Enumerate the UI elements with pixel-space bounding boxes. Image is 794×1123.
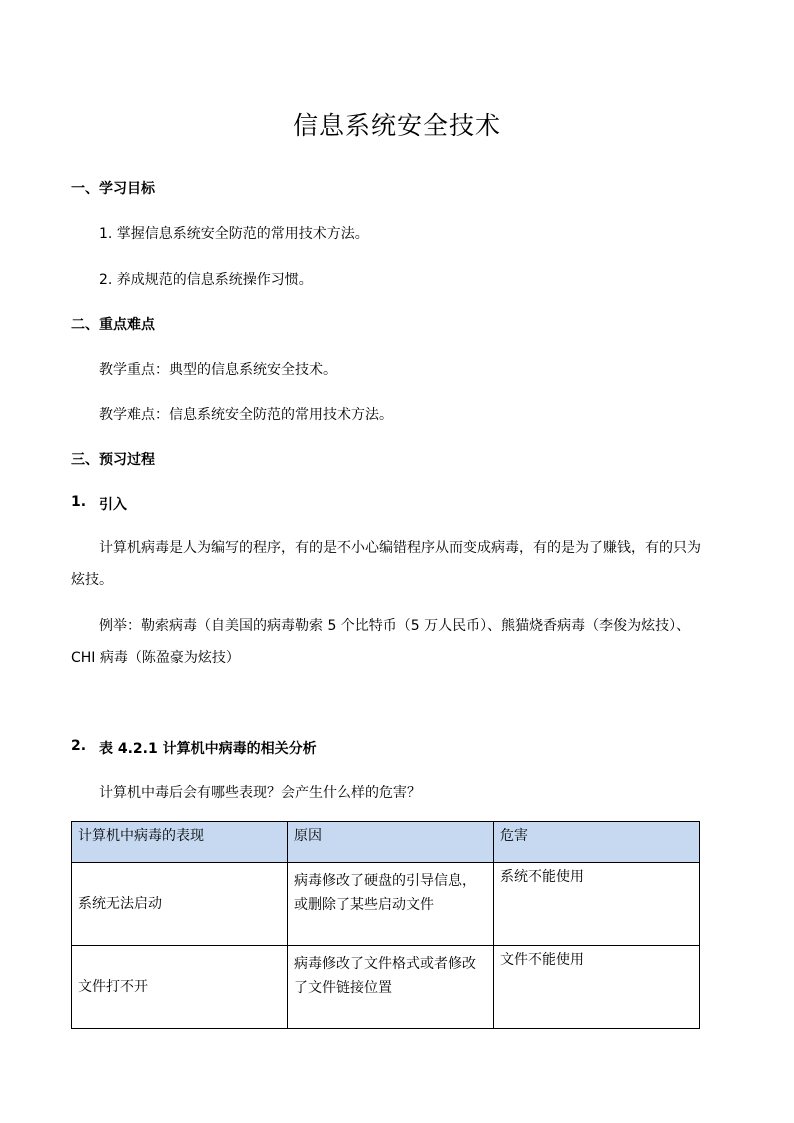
table-cell-harm: 文件不能使用	[494, 946, 700, 1029]
section-heading-preview: 三、预习过程	[71, 452, 155, 468]
table-row	[72, 863, 700, 946]
section-heading-keypoints: 二、重点难点	[71, 317, 155, 333]
table-cell-cause: 病毒修改了硬盘的引导信息，或删除了某些启动文件	[288, 863, 494, 946]
table-cell-harm: 系统不能使用	[494, 863, 700, 946]
teaching-key-point: 教学重点：典型的信息系统安全技术。	[99, 362, 337, 378]
table-cell-cause: 病毒修改了文件格式或者修改了文件链接位置	[288, 946, 494, 1029]
subsection-number-2: 2.	[71, 738, 87, 754]
goal-item-1: 1. 掌握信息系统安全防范的常用技术方法。	[99, 226, 369, 242]
teaching-difficulty: 教学难点：信息系统安全防范的常用技术方法。	[99, 407, 393, 423]
table-row	[72, 946, 700, 1029]
goal-item-2: 2. 养成规范的信息系统操作习惯。	[99, 272, 313, 288]
subsection-title-intro: 引入	[99, 497, 127, 513]
table-caption: 表 4.2.1 计算机中病毒的相关分析	[99, 741, 317, 757]
table-cell-symptom: 文件打不开	[72, 946, 288, 1029]
example-paragraph: 例举：勒索病毒（自美国的病毒勒索 5 个比特币（5 万人民币）、熊猫烧香病毒（李俊为炫技）、CHI 病毒（陈盈豪为炫技）	[71, 618, 691, 666]
virus-analysis-table	[71, 821, 700, 1029]
table-cell-symptom: 系统无法启动	[72, 863, 288, 946]
table-header-cell: 危害	[494, 822, 700, 863]
section-heading-goals: 一、学习目标	[71, 181, 155, 197]
table-header-row	[72, 822, 700, 863]
table-header-cell: 计算机中病毒的表现	[72, 822, 288, 863]
page-title: 信息系统安全技术	[292, 111, 501, 140]
table-header-cell: 原因	[288, 822, 494, 863]
intro-paragraph: 计算机病毒是人为编写的程序，有的是不小心编错程序从而变成病毒，有的是为了赚钱，有的只为炫技。	[71, 540, 701, 588]
subsection-number-1: 1.	[71, 494, 87, 510]
table-question: 计算机中毒后会有哪些表现？会产生什么样的危害？	[99, 785, 421, 801]
